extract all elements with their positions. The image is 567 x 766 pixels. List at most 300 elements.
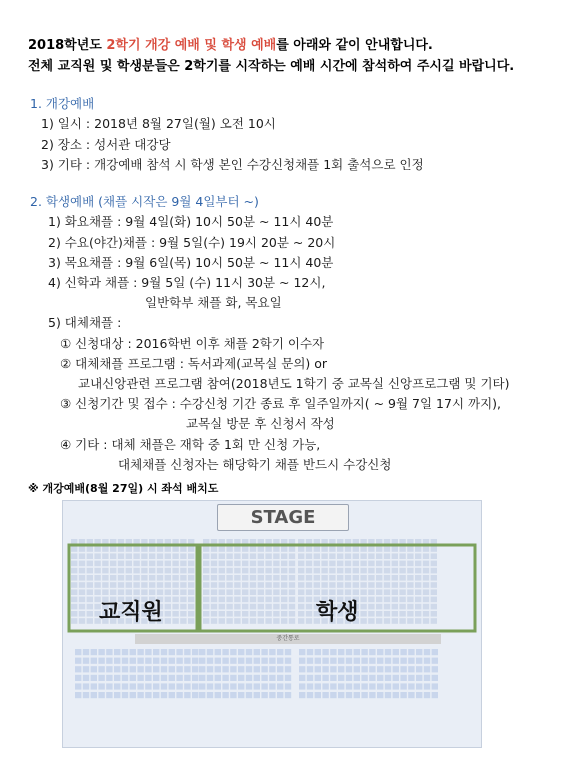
seat [165,611,171,617]
seat [361,675,367,681]
seat [102,561,108,567]
seat [83,658,89,664]
seat [176,658,182,664]
seat [376,597,382,603]
seat [307,675,313,681]
seat [222,692,228,698]
seat [219,597,225,603]
seat [281,575,287,581]
seat [130,658,136,664]
seat [188,618,194,624]
zone-label-students: 학생 [316,600,359,625]
seat [393,683,399,689]
seat [188,568,194,574]
seat [330,675,336,681]
seat [118,553,124,559]
seat [211,618,217,624]
seat [407,604,413,610]
seat [222,649,228,655]
seat [315,658,321,664]
section-2-sub-3-cont: 교목실 방문 후 신청서 작성 [186,416,335,431]
seat [314,546,320,552]
seat [94,575,100,581]
seat [106,683,112,689]
seat [106,658,112,664]
seat [298,553,304,559]
seat [281,589,287,595]
seat [234,582,240,588]
seat [226,611,232,617]
seat [415,546,421,552]
seat [392,561,398,567]
seat [211,589,217,595]
seat [360,553,366,559]
seat [345,561,351,567]
seat [172,568,178,574]
seat [137,666,143,672]
seat [165,568,171,574]
seat [289,568,295,574]
seat [329,561,335,567]
seat [199,692,205,698]
seat [392,604,398,610]
seat [407,597,413,603]
seat [361,649,367,655]
seat [392,546,398,552]
seat [238,649,244,655]
seat [360,582,366,588]
seat [118,582,124,588]
seat [254,683,260,689]
seat [265,568,271,574]
seat [281,553,287,559]
seat [203,546,209,552]
seat [114,692,120,698]
seat [423,561,429,567]
seat [346,692,352,698]
seat [392,597,398,603]
seat [431,611,437,617]
seat [368,575,374,581]
seat [141,546,147,552]
seat [392,575,398,581]
seat [368,604,374,610]
seat [306,589,312,595]
seat [377,683,383,689]
seat [169,683,175,689]
seat [153,666,159,672]
seat [219,568,225,574]
seat [203,561,209,567]
seat [289,546,295,552]
seat [273,597,279,603]
seat [314,568,320,574]
seat [400,658,406,664]
seat [407,575,413,581]
seat [91,675,97,681]
seat [423,618,429,624]
seat [250,604,256,610]
seat [415,575,421,581]
seat [153,683,159,689]
seat [376,568,382,574]
seat [384,589,390,595]
seat [161,649,167,655]
seat [98,675,104,681]
seat [299,692,305,698]
seat [281,568,287,574]
seat [281,546,287,552]
seat [188,582,194,588]
seat [399,618,405,624]
seat [408,692,414,698]
seat [416,666,422,672]
seat [137,692,143,698]
seat [289,589,295,595]
seat [285,658,291,664]
seat [265,618,271,624]
seat [172,553,178,559]
seat [211,568,217,574]
seat [122,658,128,664]
seat [361,658,367,664]
seat [126,561,132,567]
seat [149,568,155,574]
seat [169,658,175,664]
seat [289,597,295,603]
seat [337,561,343,567]
seat [393,666,399,672]
seat [203,589,209,595]
seat [299,658,305,664]
seat [415,611,421,617]
seat [71,611,77,617]
seat [261,658,267,664]
seat [407,611,413,617]
seat [118,546,124,552]
seat [157,575,163,581]
seat [207,658,213,664]
seat [321,546,327,552]
seat [431,589,437,595]
seat [281,611,287,617]
seat [211,604,217,610]
seat [338,658,344,664]
seat [207,666,213,672]
seat [315,675,321,681]
seat [192,649,198,655]
seat [230,649,236,655]
seat [424,683,430,689]
seat [172,582,178,588]
seat [407,589,413,595]
stage: STAGE [217,504,349,531]
seat [415,597,421,603]
seat [346,675,352,681]
seat [137,658,143,664]
seat [145,683,151,689]
seat [424,692,430,698]
seat [354,658,360,664]
seat [83,683,89,689]
seat [203,618,209,624]
seat [180,568,186,574]
seat [102,553,108,559]
seat [269,666,275,672]
seat [91,683,97,689]
seat [273,546,279,552]
seat [298,618,304,624]
seat [265,604,271,610]
seat [277,692,283,698]
seat [321,561,327,567]
seat [98,649,104,655]
section-2-item-2: 2) 수요(야간)채플 : 9월 5일(수) 19시 20분 ~ 20시 [48,235,336,250]
seat [432,692,438,698]
seat [102,582,108,588]
seat [407,618,413,624]
seat [376,582,382,588]
seat [71,618,77,624]
seat [369,683,375,689]
seat [407,546,413,552]
seat [330,683,336,689]
seat [242,561,248,567]
section-2-sub-4-cont: 대체채플 신청자는 해당학기 채플 반드시 수강신청 [118,457,392,472]
seat [130,666,136,672]
seat [137,675,143,681]
seat [392,582,398,588]
seat [114,649,120,655]
seat [242,604,248,610]
seat [258,546,264,552]
seat [126,575,132,581]
seat [269,692,275,698]
seat [399,611,405,617]
seat [226,618,232,624]
seat [393,675,399,681]
seat [273,575,279,581]
seat [423,575,429,581]
seat [432,675,438,681]
seat [141,561,147,567]
seat [416,683,422,689]
section-2-sub-4: ④ 기타 : 대체 채플은 재학 중 1회 만 신청 가능, [60,437,321,452]
seat [376,618,382,624]
seat [137,649,143,655]
seat [79,568,85,574]
seat [219,553,225,559]
seat [87,597,93,603]
seat [307,649,313,655]
seat [114,683,120,689]
section-2-sub-2: ② 대체채플 프로그램 : 독서과제(교목실 문의) or [60,356,328,371]
seat [211,553,217,559]
seat [330,692,336,698]
seat [234,604,240,610]
seat [307,666,313,672]
seat [258,597,264,603]
seat [192,683,198,689]
seat [289,575,295,581]
seat [172,618,178,624]
seat [87,546,93,552]
seat [149,575,155,581]
seat [261,649,267,655]
seat [176,692,182,698]
seat [110,582,116,588]
seat [222,675,228,681]
seat [234,618,240,624]
seat [368,589,374,595]
seat [75,649,81,655]
seat [273,604,279,610]
seat [384,575,390,581]
seat [75,675,81,681]
seat [199,675,205,681]
seat [254,692,260,698]
seat [230,666,236,672]
seat [165,553,171,559]
seat [184,658,190,664]
seat [377,692,383,698]
seat [369,658,375,664]
seat [258,575,264,581]
seat [149,553,155,559]
seat [329,568,335,574]
seat [281,582,287,588]
seat [130,675,136,681]
seat [91,649,97,655]
seat [299,666,305,672]
seat [188,575,194,581]
seat [122,675,128,681]
intro-line-1 [28,38,433,54]
seat [242,568,248,574]
seat [230,683,236,689]
seat [102,575,108,581]
seat [165,604,171,610]
seat [219,582,225,588]
seat [360,611,366,617]
seat [432,666,438,672]
seat [306,604,312,610]
seat [273,618,279,624]
seat [114,666,120,672]
seat [161,692,167,698]
seat [321,553,327,559]
seat [102,568,108,574]
section-1-item-3: 3) 기타 : 개강예배 참석 시 학생 본인 수강신청채플 1회 출석으로 인정 [41,157,424,172]
seat [215,666,221,672]
seat [87,553,93,559]
section-2-sub-1: ① 신청대상 : 2016학번 이후 채플 2학기 이수자 [60,336,325,351]
seat [322,692,328,698]
section-2-item-4-cont: 일반학부 채플 화, 목요일 [145,295,282,310]
seat [289,553,295,559]
seat [314,561,320,567]
seat [306,618,312,624]
seat [180,575,186,581]
seat [130,683,136,689]
seat [180,604,186,610]
seat [392,568,398,574]
seat [399,575,405,581]
seat [234,611,240,617]
seat [360,561,366,567]
seat [242,589,248,595]
seat [399,568,405,574]
seat [126,582,132,588]
seat [226,561,232,567]
middle-aisle: 중간통로 [135,634,441,644]
seat [169,692,175,698]
seat [399,604,405,610]
seat [314,553,320,559]
seat [273,553,279,559]
seat [176,649,182,655]
seat [354,675,360,681]
seat [110,575,116,581]
seat [94,561,100,567]
seat [207,683,213,689]
seat [415,618,421,624]
seat [307,692,313,698]
seat [98,666,104,672]
seat [250,561,256,567]
seat [338,692,344,698]
seat [408,683,414,689]
seat [250,618,256,624]
seat [258,611,264,617]
seat [219,575,225,581]
seat [329,575,335,581]
seat [149,546,155,552]
seat [118,568,124,574]
seat [203,553,209,559]
seat [71,568,77,574]
seat [369,649,375,655]
seat [360,589,366,595]
seat [250,553,256,559]
seat [360,604,366,610]
seat [377,666,383,672]
seat [353,575,359,581]
seat [285,675,291,681]
seat [75,658,81,664]
seat [250,546,256,552]
seat [149,582,155,588]
seat [346,666,352,672]
seat [315,649,321,655]
seat [102,546,108,552]
seat [393,692,399,698]
seat [298,575,304,581]
seat [79,604,85,610]
seat [226,568,232,574]
seat [184,683,190,689]
seat [219,561,225,567]
seat [87,589,93,595]
seat [91,692,97,698]
seat [98,683,104,689]
seat [215,692,221,698]
seat [337,568,343,574]
seat [273,582,279,588]
seat [149,561,155,567]
seat [87,611,93,617]
seat [165,575,171,581]
